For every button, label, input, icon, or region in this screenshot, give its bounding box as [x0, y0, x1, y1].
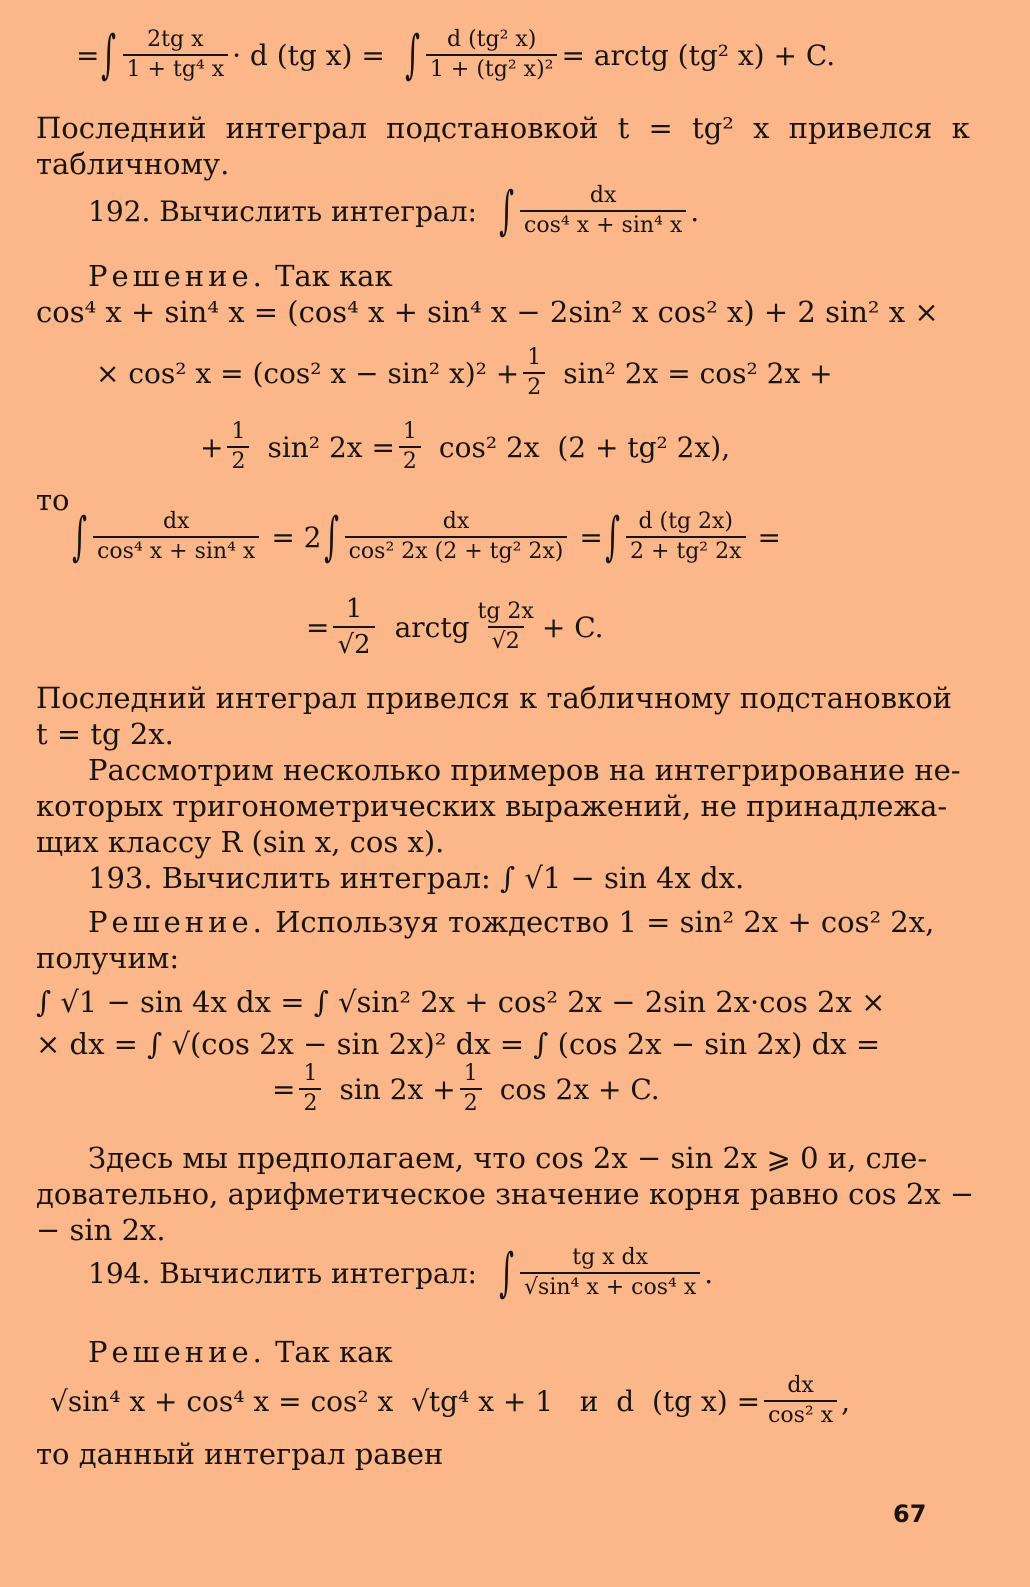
solution-label: Решение.	[88, 259, 266, 293]
denominator: cos² 2x (2 + tg² 2x)	[345, 536, 568, 564]
text-line: Здесь мы предполагаем, что cos 2x − sin 2x ⩾ 0 и, сле-	[88, 1141, 928, 1175]
text-line: − sin 2x.	[36, 1213, 166, 1247]
denominator: 1 + tg⁴ x	[123, 54, 229, 82]
text-line: довательно, арифметическое значение корня равно cos 2x −	[36, 1177, 975, 1211]
solution-text: Так как	[275, 259, 393, 293]
text-line: Последний интеграл подстановкой t = tg² x привелся к	[36, 111, 970, 145]
problem-194	[88, 1243, 714, 1303]
page-number: 67	[893, 1500, 927, 1528]
eq-lead: =	[76, 38, 100, 72]
eq-part: sin² 2x = cos² 2x +	[563, 356, 833, 390]
equation-line: cos⁴ x + sin⁴ x = (cos⁴ x + sin⁴ x − 2sin² x cos² x) + 2 sin² x ×	[36, 295, 939, 329]
numerator: 1	[345, 594, 363, 624]
denominator: 2	[399, 446, 421, 474]
numerator: dx	[442, 509, 470, 534]
integral-sign: ∫	[72, 507, 87, 567]
integral-sign: ∫	[604, 507, 620, 567]
text-line: Рассмотрим несколько примеров на интегрирование не-	[88, 753, 961, 787]
integral-sign: ∫	[404, 25, 420, 85]
fraction	[520, 184, 686, 238]
comma: ,	[841, 1384, 851, 1418]
fraction	[764, 1374, 837, 1428]
equation-line: ∫ √1 − sin 4x dx = ∫ √sin² 2x + cos² 2x − 2sin 2x·cos 2x ×	[36, 985, 886, 1019]
eq-part: √sin⁴ x + cos⁴ x = cos² x √tg⁴ x + 1 и d (tg x) =	[50, 1384, 761, 1418]
eq-part: cos 2x + C.	[499, 1072, 660, 1106]
fraction-half	[523, 346, 545, 400]
period: .	[704, 1256, 714, 1290]
equation-line	[50, 1374, 850, 1428]
eq-tail: = arctg (tg² x) + C.	[561, 38, 836, 72]
denominator: 2	[227, 446, 249, 474]
period: .	[690, 194, 700, 228]
solution-text: Так как	[275, 1335, 393, 1369]
numerator: 1	[463, 1061, 478, 1086]
integral-sign: ∫	[499, 1243, 514, 1303]
text-line: получим:	[36, 941, 180, 975]
eq-part: + C.	[541, 610, 604, 644]
fraction	[123, 28, 229, 82]
problem-label: 192. Вычислить интеграл:	[88, 194, 477, 228]
solution-line	[88, 904, 934, 940]
fraction	[345, 510, 568, 564]
eq-part: =	[272, 1072, 296, 1106]
text-line: щих классу R (sin x, cos x).	[36, 825, 445, 859]
denominator: cos⁴ x + sin⁴ x	[520, 210, 686, 238]
numerator: dx	[589, 183, 617, 208]
text-line: то данный интеграл равен	[36, 1437, 444, 1471]
eq-part: +	[200, 430, 224, 464]
problem-192	[88, 181, 700, 241]
fraction	[474, 600, 538, 654]
text-line: то	[36, 483, 70, 517]
numerator: 1	[402, 419, 417, 444]
eq-part: × cos² x = (cos² x − sin² x)² +	[96, 356, 520, 390]
result-line	[306, 594, 604, 660]
eq-part: arctg	[394, 610, 470, 644]
text-line: Последний интеграл привелся к табличному подстановкой	[36, 681, 953, 715]
equation-line	[272, 1062, 660, 1116]
denominator: √sin⁴ x + cos⁴ x	[520, 1272, 700, 1300]
numerator: d (tg² x)	[447, 27, 537, 52]
eq-part: = 2	[271, 520, 322, 554]
equation-top	[76, 25, 836, 85]
fraction	[520, 1246, 700, 1300]
numerator: d (tg 2x)	[638, 509, 734, 534]
text-line: табличному.	[36, 147, 230, 181]
solution-text: Используя тождество 1 = sin² 2x + cos² 2x,	[275, 905, 935, 939]
solution-line	[88, 1334, 393, 1370]
denominator: √2	[488, 626, 524, 654]
denominator: cos² x	[764, 1400, 837, 1428]
eq-mid: · d (tg x) =	[232, 38, 385, 72]
eq-part: =	[757, 520, 781, 554]
numerator: 1	[231, 419, 246, 444]
fraction-half	[299, 1062, 321, 1116]
eq-part: cos² 2x (2 + tg² 2x),	[438, 430, 731, 464]
numerator: dx	[162, 509, 190, 534]
numerator: tg 2x	[477, 599, 534, 624]
denominator: 2	[460, 1088, 482, 1116]
numerator: 1	[303, 1061, 318, 1086]
denominator: cos⁴ x + sin⁴ x	[93, 536, 259, 564]
numerator: dx	[787, 1373, 814, 1398]
text-line: которых тригонометрических выражений, не принадлежа-	[36, 789, 948, 823]
solution-label: Решение.	[88, 905, 266, 939]
fraction-half	[399, 420, 421, 474]
denominator: 2 + tg² 2x	[626, 536, 746, 564]
denominator: 2	[299, 1088, 321, 1116]
integral-chain	[70, 507, 781, 567]
integral-sign: ∫	[323, 507, 339, 567]
fraction	[626, 510, 746, 564]
problem-193: 193. Вычислить интеграл: ∫ √1 − sin 4x dx.	[88, 861, 745, 895]
solution-line	[88, 258, 393, 294]
fraction-half	[227, 420, 249, 474]
equation-line: × dx = ∫ √(cos 2x − sin 2x)² dx = ∫ (cos 2x − sin 2x) dx =	[36, 1027, 881, 1061]
numerator: 1	[527, 345, 542, 370]
fraction	[93, 510, 259, 564]
eq-part: sin 2x +	[339, 1072, 456, 1106]
eq-part: =	[579, 520, 603, 554]
eq-part: =	[306, 610, 330, 644]
equation-line	[200, 420, 730, 474]
numerator: tg x dx	[572, 1245, 649, 1270]
equation-line	[96, 346, 833, 400]
eq-part: sin² 2x =	[267, 430, 395, 464]
denominator: 1 + (tg² x)²	[426, 54, 558, 82]
fraction	[333, 594, 374, 660]
integral-sign: ∫	[499, 181, 514, 241]
problem-label: 194. Вычислить интеграл:	[88, 1256, 477, 1290]
numerator: 2tg x	[147, 27, 204, 52]
integral-sign: ∫	[101, 25, 117, 85]
denominator: 2	[523, 372, 545, 400]
fraction	[426, 28, 558, 82]
solution-label: Решение.	[88, 1335, 266, 1369]
text-line: t = tg 2x.	[36, 717, 174, 751]
fraction-half	[460, 1062, 482, 1116]
denominator: √2	[333, 626, 374, 660]
